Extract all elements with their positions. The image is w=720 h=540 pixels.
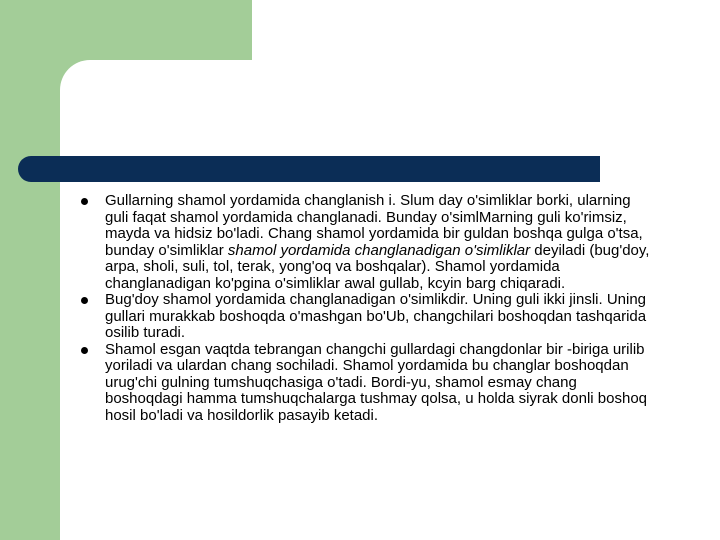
bullet-text: Bug'doy shamol yordamida changlanadigan o'simlikdir. Uning guli ikki jinsli. Uning gullari murakkab boshoqda o'mashgan bo'Ub, changchilari boshoqdan tashqarida osilib turadi.	[105, 291, 647, 341]
bullet-dot-icon	[81, 297, 88, 304]
bullet-text: Shamol esgan vaqtda tebrangan changchi gullardagi changdonlar bir -biriga urilib yoriladi va ulardan chang sochiladi. Shamol yordamida bu changlar boshoqdan urug'chi gulning tumshuqchasiga o'tadi. Bordi-yu, shamol esmay chang boshoqdagi hamma tumshuqchalarga tushmay qolsa, u holda siyrak donli boshoq hosil bo'ladi va hosildorlik pasayib ketadi.	[105, 340, 647, 424]
bullet-italic-term: shamol yordamida changlanadigan o'simliklar	[227, 241, 531, 259]
bullet-item	[78, 342, 658, 425]
bullet-item	[78, 193, 658, 292]
bullet-dot-icon	[81, 198, 88, 205]
bullet-text-part: Gullarning shamol yordamida changlanish i. Slum day o'simliklar borki, ularning guli faqat shamol yordamida changlanadi. Bunday o'simlMarning guli ko'rimsiz, mayda va hidsiz bo'ladi. Chang shamol yordamida bir guldan boshqa gulga o'tsa, bunday o'simliklar	[105, 192, 643, 259]
bullet-dot-icon	[81, 347, 88, 354]
bullet-list	[78, 193, 658, 424]
title-bar	[18, 156, 600, 182]
bullet-text-part: deyiladi (bug'doy, arpa, sholi, suli, tol, terak, yong'oq va boshqalar). Shamol yordamida changlanadigan ko'pgina o'simliklar awal gullab, kcyin barg chiqaradi.	[105, 241, 650, 292]
bullet-item	[78, 292, 658, 342]
